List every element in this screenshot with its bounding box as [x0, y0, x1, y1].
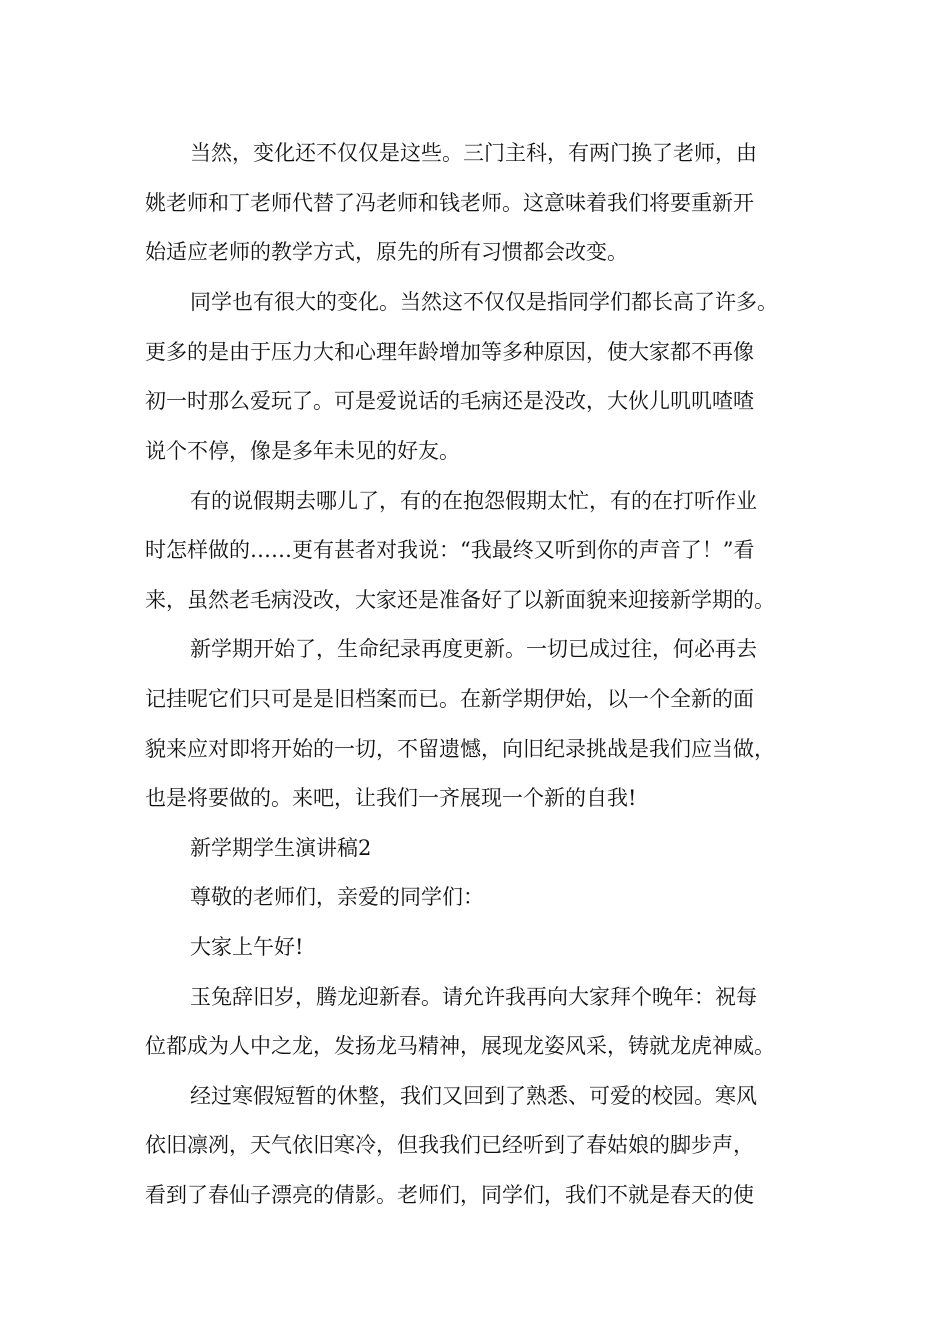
- text-line-8: 有的说假期去哪儿了，有的在抱怨假期太忙，有的在打听作业: [190, 489, 757, 513]
- section-heading: 新学期学生演讲稿2: [190, 836, 372, 860]
- text-line-7: 说个不停，像是多年未见的好友。: [145, 439, 460, 463]
- text-line-10: 来，虽然老毛病没改，大家还是准备好了以新面貌来迎接新学期的。: [145, 588, 775, 612]
- text-line-13: 貌来应对即将开始的一切，不留遗憾，向旧纪录挑战是我们应当做，: [145, 737, 775, 761]
- text-line-20: 经过寒假短暂的休整，我们又回到了熟悉、可爱的校园。寒风: [190, 1084, 757, 1108]
- text-line-6: 初一时那么爱玩了。可是爱说话的毛病还是没改，大伙儿叽叽喳喳: [145, 389, 754, 413]
- greeting: 大家上午好!: [190, 935, 304, 959]
- salutation: 尊敬的老师们，亲爱的同学们：: [190, 885, 484, 909]
- text-line-18: 玉兔辞旧岁，腾龙迎新春。请允许我再向大家拜个晚年：祝每: [190, 985, 757, 1009]
- text-line-1: 当然，变化还不仅仅是这些。三门主科，有两门换了老师，由: [190, 141, 757, 165]
- text-line-4: 同学也有很大的变化。当然这不仅仅是指同学们都长高了许多。: [190, 290, 778, 314]
- text-line-19: 位都成为人中之龙，发扬龙马精神，展现龙姿风采，铸就龙虎神威。: [145, 1034, 775, 1058]
- text-line-21: 依旧凛冽，天气依旧寒冷，但我我们已经听到了春姑娘的脚步声，: [145, 1133, 754, 1157]
- text-line-9: 时怎样做的……更有甚者对我说：“我最终又听到你的声音了！”看: [145, 538, 755, 562]
- text-line-11: 新学期开始了，生命纪录再度更新。一切已成过往，何必再去: [190, 637, 757, 661]
- text-line-12: 记挂呢它们只可是是旧档案而已。在新学期伊始，以一个全新的面: [145, 687, 754, 711]
- text-line-22: 看到了春仙子漂亮的倩影。老师们，同学们，我们不就是春天的使: [145, 1183, 754, 1207]
- text-line-5: 更多的是由于压力大和心理年龄增加等多种原因，使大家都不再像: [145, 340, 754, 364]
- text-line-2: 姚老师和丁老师代替了冯老师和钱老师。这意味着我们将要重新开: [145, 191, 754, 215]
- text-line-14: 也是将要做的。来吧，让我们一齐展现一个新的自我!: [145, 786, 637, 810]
- text-line-3: 始适应老师的教学方式，原先的所有习惯都会改变。: [145, 240, 628, 264]
